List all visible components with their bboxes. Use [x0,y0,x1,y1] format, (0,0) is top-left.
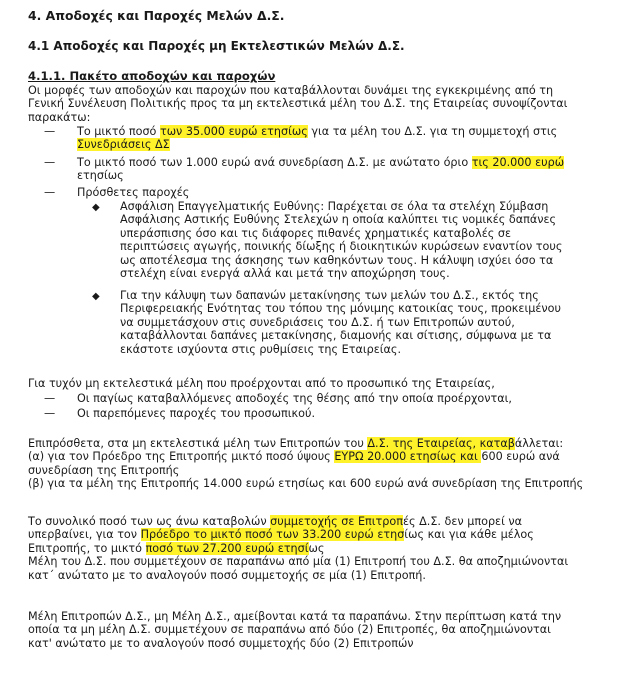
text-span: 600 ευρώ ανά [481,450,560,464]
text-span: ές Δ.Σ. δεν μπορεί να [402,515,523,528]
highlighted-text: ποσό των 27.200 ευρώ ετησί [145,541,309,555]
bullet-line: να συμμετάσχουν στις συνεδριάσεις του Δ.Σ. ή των Επιτροπών αυτού, [120,315,515,329]
text-span: ως [308,541,325,555]
bullet-line: στελέχη είναι ενεργά αλλά και μετά την αποχώρηση τους. [120,267,450,281]
dash-marker: — [44,407,56,420]
dash-item-1000-per-meeting [77,156,617,183]
text-span: Το συνολικό ποσό των ως άνω καταβολών [28,515,271,528]
text-line: (β) για τα μέλη της Επιτροπής 14.000 ευρώ ετησίως και 600 ευρώ ανά συνεδρίαση της Επιτροπής [28,477,584,491]
text-line: Μέλη του Δ.Σ. που συμμετέχουν σε παραπάνω από μία (1) Επιτροπή του Δ.Σ. θα αποζημιώνονται [28,555,569,569]
text-line: κατ΄ ανώτατο με το αναλογούν ποσό συμμετοχής σε μία (1) Επιτροπή. [28,568,426,582]
text-span: Το μικτό ποσό των 1.000 ευρώ ανά συνεδρίαση Δ.Σ. με ανώτατο όριο [77,156,472,169]
text-span: (α) για τον Πρόεδρο της Επιτροπής μικτό ποσό ύψους [28,450,335,464]
text-line: ετησίως [77,169,124,183]
text-span: Επιτροπής, το μικτό [28,541,146,555]
final-paragraph [28,610,618,650]
text-line: συνεδρίαση της Επιτροπής [28,463,180,477]
bullet-line: υπεράσπισης όσο και τις διάφορες πιθανές χρηματικές καταβολές σε [120,226,512,240]
intro-line: παρακάτω: [28,110,91,124]
bullet-line: εκάστοτε ισχύοντα στις ρυθμίσεις της Εταιρείας. [120,342,402,356]
section-heading: 4. Αποδοχές και Παροχές Μελών Δ.Σ. [28,8,285,23]
bullet-line: περιπτώσεις αγωγής, ποινικής δίωξης ή διοικητικών κυρώσεων εναντίον τους [120,240,563,254]
text-span: ίως και για κάθε μέλος [404,528,534,542]
text-span: Επιπρόσθετα, στα μη εκτελεστικά μέλη των Επιτροπών του [28,437,368,450]
text-span: για τα μέλη του Δ.Σ. για τη συμμετοχή στις [307,125,558,138]
highlighted-text: Πρόεδρο το μικτό ποσό των 33.200 ευρώ ετησ [140,528,405,542]
bullet-line: Για την κάλυψη των δαπανών μετακίνησης των μελών του Δ.Σ., εκτός της [120,289,539,302]
subsubsection-heading: 4.1.1. Πακέτο αποδοχών και παροχών [28,69,276,83]
intro-paragraph [28,84,614,124]
highlighted-text: Δ.Σ. της Εταιρείας, καταβ [367,437,515,450]
text-line: κατ' ανώτατο με το αναλογούν ποσό συμμετοχής δύο (2) Επιτροπών [28,636,414,650]
dash-marker: — [44,156,56,169]
text-span: άλλεται: [514,437,564,450]
intro-line: Γενική Συνέλευση Πολιτικής προς τα μη εκτελεστικά μέλη του Δ.Σ. της Εταιρείας συνοψίζονται [28,97,568,111]
diamond-bullet-icon: ◆ [92,291,100,302]
committees-paragraph [28,437,618,491]
dash-marker: — [44,125,56,138]
text-line: οποία τα μη μέλη Δ.Σ. συμμετέχουν σε παραπάνω από δύο (2) Επιτροπές, θα αποζημιώνονται [28,623,551,637]
dash-marker: — [44,392,56,405]
staff-dash-item: Οι παγίως καταβαλλόμενες αποδοχές της θέσης από την οποία προέρχονται, [77,392,512,405]
dash-item-35000 [77,125,617,152]
dash-item-additional-benefits: Πρόσθετες παροχές [77,186,190,199]
bullet-liability-insurance [120,200,614,280]
subsection-heading: 4.1 Αποδοχές και Παροχές μη Εκτελεστικών Μελών Δ.Σ. [28,39,405,53]
total-limit-paragraph [28,515,618,582]
highlighted-text: τις 20.000 ευρώ [471,156,565,169]
bullet-line: Περιφερειακής Ενότητας του τόπου της μόνιμης κατοικίας τους, προκειμένου [120,302,561,316]
bullet-travel-expenses [120,289,614,356]
highlighted-text: συμμετοχής σε Επιτροπ [270,515,403,528]
highlighted-text: ΕΥΡΩ 20.000 ετησίως και [334,450,482,464]
bullet-line: Ασφάλισης Αστικής Ευθύνης Στελεχών η οποία καλύπτει τις νομικές δαπάνες [120,213,557,227]
staff-paragraph: Για τυχόν μη εκτελεστικά μέλη που προέρχονται από το προσωπικό της Εταιρείας, [28,377,495,390]
bullet-line: ως αποτέλεσμα της άσκησης των καθηκόντων τους. Η κάλυψη ισχύει όσο τα [120,253,554,267]
text-span: υπερβαίνει, για τον [28,528,141,542]
highlighted-text: Συνεδριάσεις ΔΣ [77,138,170,152]
staff-dash-item: Οι παρεπόμενες παροχές του προσωπικού. [77,407,315,420]
dash-marker: — [44,186,56,199]
highlighted-text: των 35.000 ευρώ ετησίως [159,125,308,138]
bullet-line: Ασφάλιση Επαγγελματικής Ευθύνης: Παρέχεται σε όλα τα στελέχη Σύμβαση [120,200,549,213]
diamond-bullet-icon: ◆ [92,202,100,213]
text-line: Μέλη Επιτροπών Δ.Σ., μη Μέλη Δ.Σ., αμείβονται κατά τα παραπάνω. Στην περίπτωση κατά την [28,610,562,623]
bullet-line: καταβάλλονται δαπάνες μετακίνησης, διαμονής και σίτισης, σύμφωνα με τα [120,329,552,343]
intro-line: Οι μορφές των αποδοχών και παροχών που καταβάλλονται δυνάμει της εγκεκριμένης από τη [28,84,554,97]
text-span: Το μικτό ποσό [77,125,160,138]
